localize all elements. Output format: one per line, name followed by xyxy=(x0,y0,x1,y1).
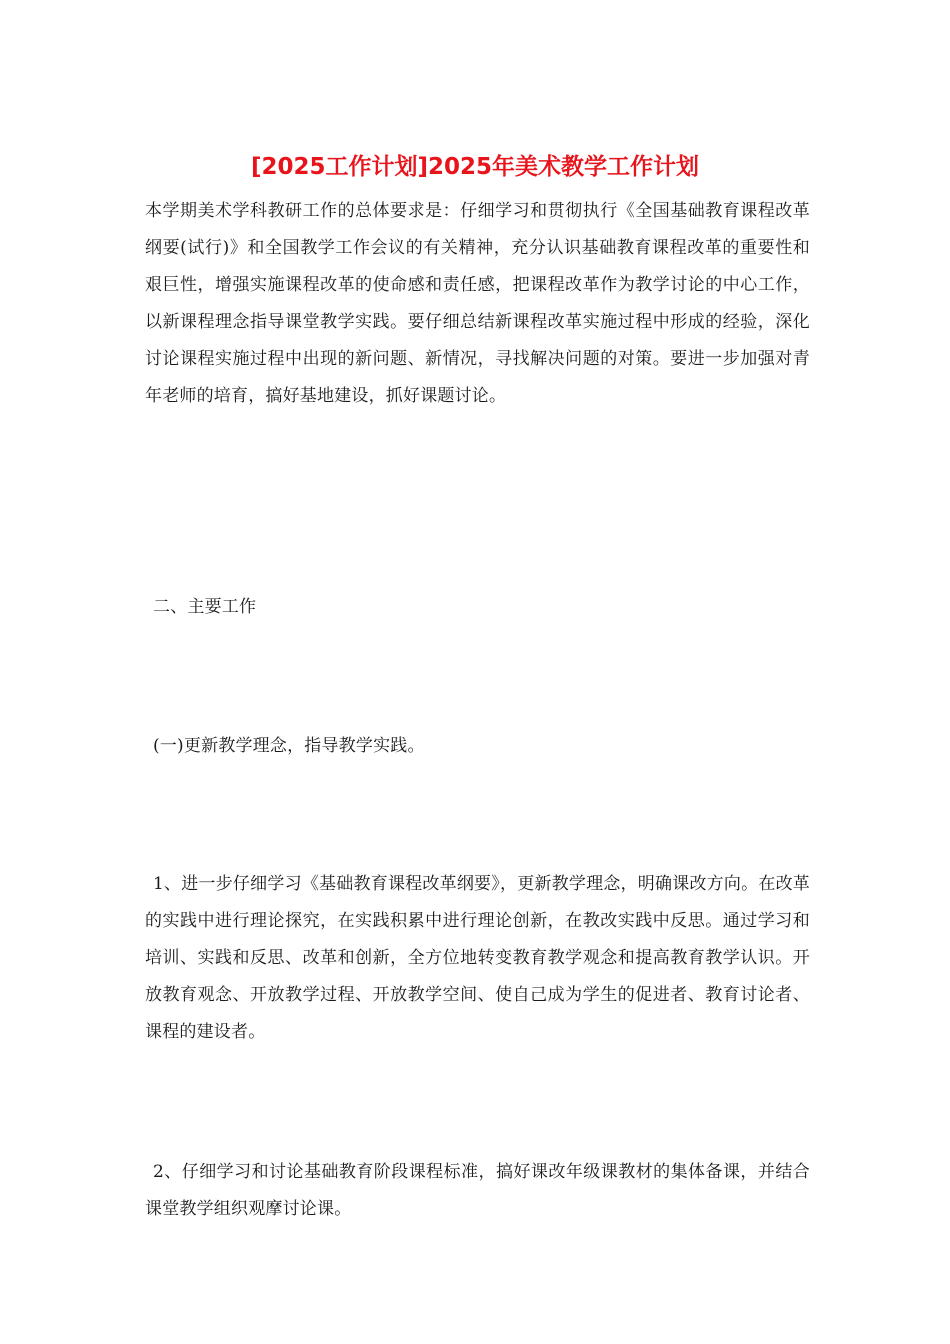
list-item-1: 1、进一步仔细学习《基础教育课程改革纲要》，更新教学理念，明确课改方向。在改革的实践中进行理论探究，在实践积累中进行理论创新，在教改实践中反思。通过学习和培训、实践和反思、改革和创新，全方位地转变教育教学观念和提高教育教学认识。开放教育观念、开放教学过程、开放教学空间、使自己成为学生的促进者、教育讨论者、课程的建设者。 xyxy=(145,874,810,1042)
section-2-heading: 二、主要工作 xyxy=(153,597,257,617)
list-item-2: 2、仔细学习和讨论基础教育阶段课程标准，搞好课改年级课教材的集体备课，并结合课堂教学组织观摩讨论课。 xyxy=(145,1162,810,1219)
subsection-1-heading: (一)更新教学理念，指导教学实践。 xyxy=(153,736,425,756)
intro-paragraph: 本学期美术学科教研工作的总体要求是：仔细学习和贯彻执行《全国基础教育课程改革纲要(试行)》和全国教学工作会议的有关精神，充分认识基础教育课程改革的重要性和艰巨性，增强实施课程改革的使命感和责任感，把课程改革作为教学讨论的中心工作，以新课程理念指导课堂教学实践。要仔细总结新课程改革实施过程中形成的经验，深化讨论课程实施过程中出现的新问题、新情况，寻找解决问题的对策。要进一步加强对青年老师的培育，搞好基地建设，抓好课题讨论。 xyxy=(145,201,810,406)
document-title: [2025工作计划]2025年美术教学工作计划 xyxy=(250,154,700,180)
